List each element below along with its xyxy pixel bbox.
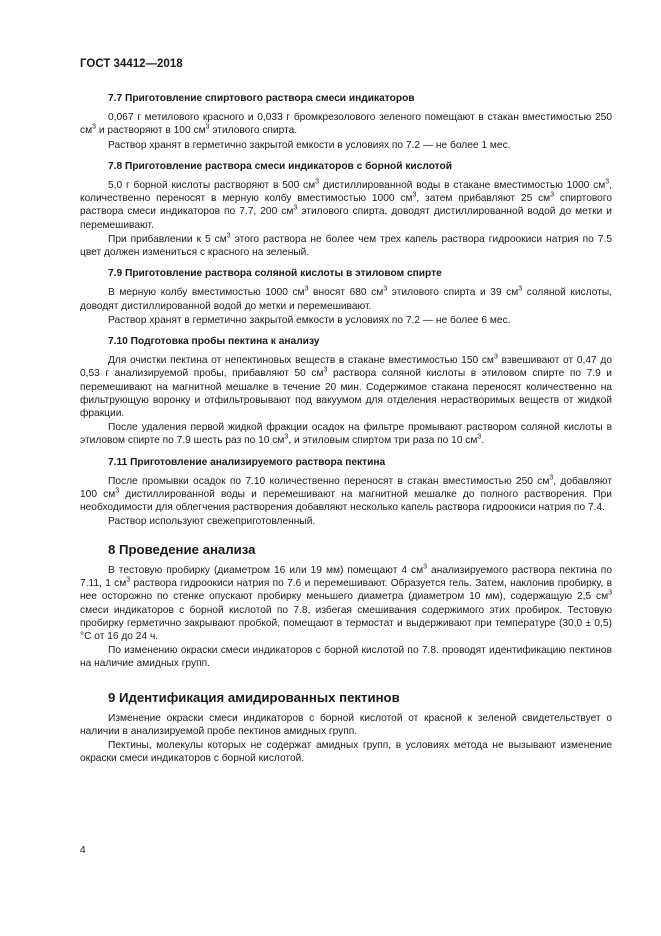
paragraph: Пектины, молекулы которых не содержат амидных групп, в условиях метода не вызывают изменение окраски смеси индикаторов с борной кислотой. <box>80 740 612 765</box>
paragraph: При прибавлении к 5 $см^3$ этого раствора не более чем трех капель раствора гидроокиси натрия по 7.5 цвет должен измениться с красного на зеленый. <box>80 232 613 259</box>
paragraph: Изменение окраски смеси индикаторов с борной кислотой от красной к зеленой свидетельствует о наличии в анализируемой пробе пектинов амидных групп. <box>80 712 612 737</box>
subsection-heading: 7.9 Приготовление раствора соляной кислоты в этиловом спирте <box>108 268 442 280</box>
paragraph: В тестовую пробирку (диаметром 16 или 19 мм) помещают 4 $см^3$ анализируемого раствора пектина по 7.11, 1 $см^3$ раствора гидроокиси натрия по 7.6 и перемешивают. Образуется гель. Затем, наклонив пробирку, в нее осторожно по стенке опускают пробирку меньшего диаметра (диаметром 10 мм), содержащую 2,5 $см^3$ смеси индикаторов с борной кислотой по 7.8, избегая смешивания содержимого этих пробирок. Тестовую пробирку герметично закрывают пробкой, помещают в термостат и выдерживают при температуре (30,0 ± 0,5) °С от 16 до 24 ч. <box>80 563 612 642</box>
paragraph: Раствор хранят в герметично закрытой емкости в условиях по 7.2 — не более 6 мес. <box>108 314 511 326</box>
section-heading: 8 Проведение анализа <box>108 541 256 557</box>
paragraph: Раствор хранят в герметично закрытой емкости в условиях по 7.2 — не более 1 мес. <box>108 139 511 151</box>
paragraph: После промывки осадок по 7.10 количественно переносят в стакан вместимостью 250 $см^3$, добавляют 100 $см^3$ дистиллированной воды и перемешивают на магнитной мешалке до полного растворения. При необходимости для облегчения растворения добавляют несколько капель раствора гидроокиси натрия по 7.4. <box>80 474 612 514</box>
document-body <box>80 92 612 766</box>
paragraph: По изменению окраски смеси индикаторов с борной кислотой по 7.8. проводят идентификацию пектинов на наличие амидных групп. <box>80 645 612 670</box>
subsection-heading: 7.10 Подготовка пробы пектина к анализу <box>108 336 320 348</box>
page-number: 4 <box>80 845 86 856</box>
paragraph: 0,067 г метилового красного и 0,033 г бромкрезолового зеленого помещают в стакан вместимостью 250 $см^3$ и растворяют в 100 $см^3$ этилового спирта. <box>80 112 612 137</box>
section-heading: 9 Идентификация амидированных пектинов <box>108 689 400 705</box>
subsection-heading: 7.8 Приготовление раствора смеси индикаторов с борной кислотой <box>108 160 453 172</box>
paragraph: Раствор используют свежеприготовленный. <box>108 516 316 528</box>
paragraph: Для очистки пектина от непектиновых веществ в стакане вместимостью 150 $см^3$ взвешивают от 0,47 до 0,53 г анализируемой пробы, прибавляют 50 $см^3$ раствора соляной кислоты в этиловом спирте по 7.9 и перемешивают на магнитной мешалке в течение 20 мин. Содержимое стакана переносят количественно на фильтрующую воронку и отфильтровывают под вакуумом для отделения нерастворимых веществ от жидкой фракции. <box>80 353 612 420</box>
paragraph: 5,0 г борной кислоты растворяют в 500 $см^3$ дистиллированной воды в стакане вместимостью 1000 $см^3$, количественно переносят в мерную колбу вместимостью 1000 $см^3$, затем прибавляют 25 $см^3$ спиртового раствора смеси индикаторов по 7.7, 200 $см^3$ этилового спирта, доводят дистиллированной водой до метки и перемешивают. <box>80 178 612 231</box>
paragraph: В мерную колбу вместимостью 1000 $см^3$ вносят 680 $см^3$ этилового спирта и 39 $см^3$ соляной кислоты, доводят дистиллированной водой до метки и перемешивают. <box>80 286 612 312</box>
paragraph: После удаления первой жидкой фракции осадок на фильтре промывают раствором соляной кислоты в этиловом спирте по 7.9 шесть раз по 10 $см^3$, и этиловым спиртом три раза по 10 $см^3$. <box>80 422 612 447</box>
subsection-heading: 7.11 Приготовление анализируемого раствора пектина <box>108 456 386 468</box>
subsection-heading: 7.7 Приготовление спиртового раствора смеси индикаторов <box>108 93 415 104</box>
document-header: ГОСТ 34412—2018 <box>80 58 183 70</box>
